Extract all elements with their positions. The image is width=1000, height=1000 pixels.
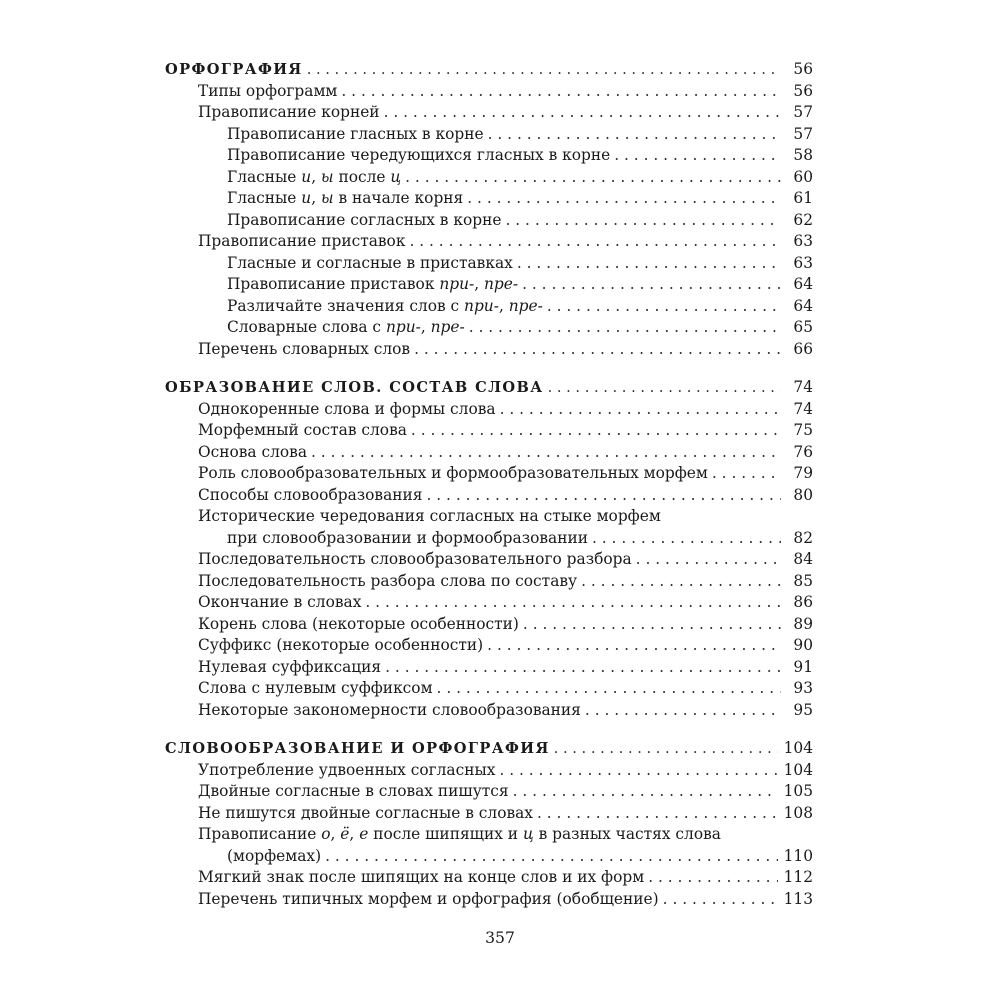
toc-entry-page: 93 bbox=[793, 679, 813, 697]
toc-entry-page: 112 bbox=[783, 868, 813, 886]
toc-entry-page: 89 bbox=[793, 614, 813, 633]
toc-entry bbox=[165, 678, 813, 700]
toc-entry bbox=[165, 274, 813, 296]
dot-leader bbox=[341, 81, 781, 103]
toc-entry bbox=[165, 506, 813, 528]
toc-entry-continuation bbox=[165, 528, 813, 550]
toc-entry-title: Словарные слова с при-, пре- bbox=[227, 318, 465, 336]
toc-entry-title: Перечень типичных морфем и орфография (обобщение) bbox=[198, 889, 659, 908]
toc-entry-page: 64 bbox=[793, 296, 813, 315]
toc-entry-continuation bbox=[165, 846, 813, 868]
toc-entry-page: 63 bbox=[793, 232, 813, 250]
toc-entry bbox=[165, 399, 813, 421]
toc-entry-title: Роль словообразовательных и формообразовательных морфем bbox=[198, 464, 708, 482]
dot-leader bbox=[513, 781, 778, 803]
toc-entry-page: 65 bbox=[793, 318, 813, 336]
toc-entry bbox=[165, 485, 813, 507]
section-heading-title: ОБРАЗОВАНИЕ СЛОВ. СОСТАВ СЛОВА bbox=[165, 379, 544, 396]
toc-entry bbox=[165, 571, 813, 593]
toc-entry bbox=[165, 296, 813, 318]
dot-leader bbox=[437, 678, 781, 700]
dot-leader bbox=[384, 102, 781, 124]
toc-entry-continuation-page: 110 bbox=[783, 846, 813, 865]
section-gap bbox=[165, 360, 813, 377]
dot-leader bbox=[365, 592, 781, 614]
toc-entry bbox=[165, 420, 813, 442]
dot-leader bbox=[411, 420, 781, 442]
toc-entry bbox=[165, 463, 813, 485]
toc-entry-title: Исторические чередования согласных на стыке морфем bbox=[198, 507, 661, 525]
page-number: 357 bbox=[485, 929, 515, 947]
toc-entry-title: Употребление удвоенных согласных bbox=[198, 760, 496, 779]
dot-leader bbox=[414, 339, 781, 361]
section-heading-page: 74 bbox=[793, 378, 813, 396]
toc-entry-title: Нулевая суффиксация bbox=[198, 657, 382, 676]
dot-leader bbox=[385, 657, 781, 679]
toc-entry-page: 61 bbox=[793, 189, 813, 207]
table-of-contents bbox=[165, 59, 813, 910]
toc-entry-title: Правописание приставок bbox=[198, 232, 406, 250]
toc-entry bbox=[165, 188, 813, 210]
toc-entry-title: Правописание чередующихся гласных в корне bbox=[227, 146, 611, 164]
toc-entry-title: Гласные и, ы после ц bbox=[227, 167, 402, 186]
dot-leader bbox=[469, 317, 781, 339]
toc-entry bbox=[165, 657, 813, 679]
dot-leader bbox=[523, 614, 781, 636]
dot-leader bbox=[488, 124, 781, 146]
toc-entry-page: 58 bbox=[793, 146, 813, 164]
toc-entry-title: Правописание гласных в корне bbox=[227, 124, 484, 143]
dot-leader bbox=[585, 700, 781, 722]
toc-entry bbox=[165, 124, 813, 146]
toc-entry bbox=[165, 145, 813, 167]
toc-entry-page: 76 bbox=[793, 442, 813, 461]
dot-leader bbox=[636, 549, 781, 571]
toc-entry-title: Правописание согласных в корне bbox=[227, 210, 502, 229]
dot-leader bbox=[554, 738, 778, 760]
toc-section bbox=[165, 59, 813, 360]
toc-entry-page: 91 bbox=[793, 657, 813, 676]
dot-leader bbox=[307, 59, 781, 81]
toc-entry-continuation-title: при словообразовании и формообразовании bbox=[227, 528, 588, 547]
toc-entry-title: Окончание в словах bbox=[198, 593, 362, 611]
toc-entry-page: 66 bbox=[793, 339, 813, 358]
toc-entry bbox=[165, 781, 813, 803]
dot-leader bbox=[663, 889, 778, 911]
toc-entry-continuation-title: (морфемах) bbox=[227, 846, 322, 865]
toc-entry-page: 57 bbox=[793, 124, 813, 143]
toc-entry-continuation-page: 82 bbox=[793, 528, 813, 547]
toc-section bbox=[165, 738, 813, 910]
dot-leader bbox=[500, 399, 781, 421]
toc-entry bbox=[165, 317, 813, 339]
toc-entry-page: 108 bbox=[783, 803, 813, 822]
toc-entry bbox=[165, 167, 813, 189]
toc-entry-title: Основа слова bbox=[198, 442, 307, 461]
section-heading-page: 104 bbox=[783, 739, 813, 757]
dot-leader bbox=[537, 803, 778, 825]
toc-entry bbox=[165, 867, 813, 889]
toc-entry-page: 60 bbox=[793, 167, 813, 186]
section-heading-title: СЛОВООБРАЗОВАНИЕ И ОРФОГРАФИЯ bbox=[165, 740, 550, 757]
toc-entry-page: 79 bbox=[793, 464, 813, 482]
toc-entry-page: 85 bbox=[793, 571, 813, 590]
dot-leader bbox=[592, 528, 781, 550]
toc-entry-title: Последовательность словообразовательного разбора bbox=[198, 550, 632, 568]
toc-entry-page: 57 bbox=[793, 103, 813, 121]
toc-entry-title: Корень слова (некоторые особенности) bbox=[198, 614, 519, 633]
dot-leader bbox=[325, 846, 778, 868]
toc-entry-title: Слова с нулевым суффиксом bbox=[198, 679, 433, 697]
dot-leader bbox=[405, 167, 781, 189]
dot-leader bbox=[499, 760, 777, 782]
dot-leader bbox=[426, 485, 781, 507]
toc-entry-title: Некоторые закономерности словообразования bbox=[198, 700, 581, 719]
dot-leader bbox=[467, 188, 781, 210]
toc-entry-title: Суффикс (некоторые особенности) bbox=[198, 636, 484, 654]
toc-entry-page: 64 bbox=[793, 275, 813, 293]
toc-entry-title: Различайте значения слов с при-, пре- bbox=[227, 296, 543, 315]
toc-entry-page: 62 bbox=[793, 210, 813, 229]
toc-section bbox=[165, 377, 813, 721]
toc-entry-page: 63 bbox=[793, 253, 813, 272]
toc-entry bbox=[165, 210, 813, 232]
toc-entry-title: Способы словообразования bbox=[198, 485, 423, 504]
toc-entry-page: 86 bbox=[793, 593, 813, 611]
dot-leader bbox=[614, 145, 781, 167]
dot-leader bbox=[712, 463, 781, 485]
toc-entry bbox=[165, 231, 813, 253]
dot-leader bbox=[522, 274, 781, 296]
dot-leader bbox=[648, 867, 777, 889]
toc-entry-page: 84 bbox=[793, 550, 813, 568]
toc-entry bbox=[165, 889, 813, 911]
toc-entry-page: 75 bbox=[793, 421, 813, 439]
dot-leader bbox=[547, 296, 781, 318]
dot-leader bbox=[517, 253, 781, 275]
toc-entry bbox=[165, 700, 813, 722]
toc-entry bbox=[165, 635, 813, 657]
toc-entry-title: Гласные и согласные в приставках bbox=[227, 253, 513, 272]
toc-entry-title: Последовательность разбора слова по составу bbox=[198, 571, 578, 590]
toc-entry-title: Типы орфограмм bbox=[198, 81, 338, 100]
dot-leader bbox=[487, 635, 781, 657]
section-heading-page: 56 bbox=[793, 60, 813, 78]
toc-entry-title: Мягкий знак после шипящих на конце слов и их форм bbox=[198, 868, 645, 886]
section-gap bbox=[165, 721, 813, 738]
section-heading bbox=[165, 738, 813, 760]
dot-leader bbox=[505, 210, 781, 232]
toc-entry bbox=[165, 760, 813, 782]
toc-entry-page: 105 bbox=[783, 782, 813, 800]
toc-entry-page: 95 bbox=[793, 700, 813, 719]
toc-entry-title: Двойные согласные в словах пишутся bbox=[198, 782, 509, 800]
toc-entry bbox=[165, 803, 813, 825]
toc-entry-page: 90 bbox=[793, 636, 813, 654]
toc-entry-title: Правописание о, ё, е после шипящих и ц в разных частях слова bbox=[198, 825, 721, 843]
toc-entry bbox=[165, 253, 813, 275]
toc-entry-title: Перечень словарных слов bbox=[198, 339, 411, 358]
section-heading bbox=[165, 377, 813, 399]
toc-entry-page: 74 bbox=[793, 399, 813, 418]
toc-entry-page: 104 bbox=[783, 760, 813, 779]
section-heading bbox=[165, 59, 813, 81]
toc-entry-page: 56 bbox=[793, 81, 813, 100]
toc-entry bbox=[165, 339, 813, 361]
toc-entry-title: Правописание приставок при-, пре- bbox=[227, 275, 519, 293]
toc-entry bbox=[165, 592, 813, 614]
toc-entry bbox=[165, 102, 813, 124]
toc-entry bbox=[165, 824, 813, 846]
toc-entry bbox=[165, 442, 813, 464]
toc-entry-title: Правописание корней bbox=[198, 103, 380, 121]
toc-entry bbox=[165, 549, 813, 571]
toc-entry-title: Однокоренные слова и формы слова bbox=[198, 399, 496, 418]
toc-entry-title: Морфемный состав слова bbox=[198, 421, 407, 439]
toc-entry-page: 80 bbox=[793, 485, 813, 504]
dot-leader bbox=[311, 442, 781, 464]
dot-leader bbox=[548, 377, 781, 399]
toc-entry bbox=[165, 81, 813, 103]
dot-leader bbox=[409, 231, 781, 253]
toc-entry-title: Гласные и, ы в начале корня bbox=[227, 189, 464, 207]
toc-entry bbox=[165, 614, 813, 636]
section-heading-title: ОРФОГРАФИЯ bbox=[165, 61, 303, 78]
toc-entry-title: Не пишутся двойные согласные в словах bbox=[198, 803, 533, 822]
dot-leader bbox=[581, 571, 781, 593]
toc-entry-page: 113 bbox=[783, 889, 813, 908]
